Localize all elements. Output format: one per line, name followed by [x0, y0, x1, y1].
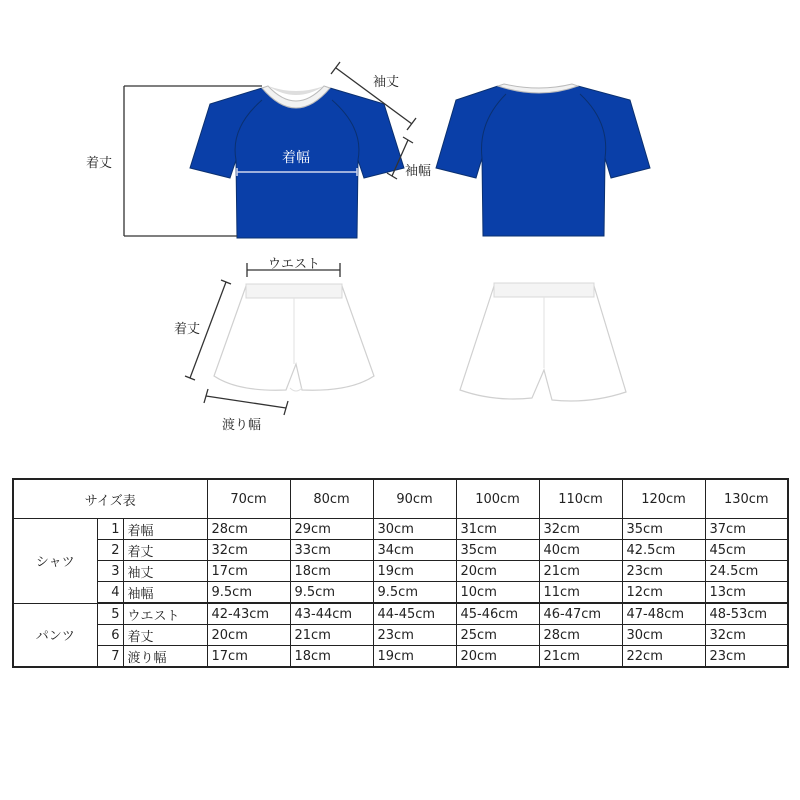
measurement-value: 37cm: [705, 519, 788, 540]
table-row: [13, 540, 788, 561]
table-row: [13, 625, 788, 646]
row-number: 7: [97, 646, 123, 668]
measurement-value: 18cm: [290, 646, 373, 668]
sleeve-length-label: 袖丈: [373, 75, 400, 90]
group-label: パンツ: [13, 603, 97, 667]
pants-length-label: 着丈: [174, 322, 201, 337]
measurement-value: 23cm: [705, 646, 788, 668]
measurement-value: 18cm: [290, 561, 373, 582]
table-row: [13, 603, 788, 625]
measurement-name: 着丈: [123, 540, 207, 561]
measurement-value: 20cm: [456, 561, 539, 582]
row-number: 5: [97, 603, 123, 625]
measurement-value: 42-43cm: [207, 603, 290, 625]
measurement-name: 袖幅: [123, 582, 207, 604]
pants-back-illustration: [460, 283, 626, 401]
measurement-value: 21cm: [539, 646, 622, 668]
shirt-width-label: 着幅: [282, 150, 310, 166]
pants-front-illustration: [214, 284, 374, 391]
measurement-value: 31cm: [456, 519, 539, 540]
measurement-value: 35cm: [456, 540, 539, 561]
row-number: 1: [97, 519, 123, 540]
measurement-value: 21cm: [290, 625, 373, 646]
measurement-value: 40cm: [539, 540, 622, 561]
inseam-width-dimension: [204, 389, 288, 415]
measurement-value: 19cm: [373, 561, 456, 582]
measurement-value: 30cm: [622, 625, 705, 646]
measurement-value: 34cm: [373, 540, 456, 561]
measurement-name: 着幅: [123, 519, 207, 540]
measurement-value: 21cm: [539, 561, 622, 582]
shirt-length-label: 着丈: [86, 156, 113, 171]
table-row: [13, 519, 788, 540]
measurement-value: 20cm: [456, 646, 539, 668]
measurement-value: 17cm: [207, 646, 290, 668]
measurement-value: 13cm: [705, 582, 788, 604]
measurement-value: 29cm: [290, 519, 373, 540]
size-header: 120cm: [622, 479, 705, 519]
size-header-row: [13, 479, 788, 519]
measurement-value: 20cm: [207, 625, 290, 646]
measurement-value: 47-48cm: [622, 603, 705, 625]
measurement-value: 32cm: [539, 519, 622, 540]
table-row: [13, 561, 788, 582]
measurement-value: 43-44cm: [290, 603, 373, 625]
size-header: 80cm: [290, 479, 373, 519]
measurement-value: 19cm: [373, 646, 456, 668]
measurement-value: 44-45cm: [373, 603, 456, 625]
measurement-value: 25cm: [456, 625, 539, 646]
row-number: 4: [97, 582, 123, 604]
measurement-name: 渡り幅: [123, 646, 207, 668]
measurement-value: 45cm: [705, 540, 788, 561]
waist-label: ウエスト: [268, 257, 321, 272]
table-row: [13, 646, 788, 668]
inseam-width-label: 渡り幅: [222, 418, 262, 433]
measurement-value: 46-47cm: [539, 603, 622, 625]
measurement-name: 袖丈: [123, 561, 207, 582]
measurement-value: 11cm: [539, 582, 622, 604]
measurement-value: 32cm: [705, 625, 788, 646]
group-label: シャツ: [13, 519, 97, 604]
sleeve-width-label: 袖幅: [405, 164, 432, 179]
row-number: 2: [97, 540, 123, 561]
size-header: 110cm: [539, 479, 622, 519]
measurement-name: ウエスト: [123, 603, 207, 625]
measurement-value: 28cm: [207, 519, 290, 540]
row-number: 3: [97, 561, 123, 582]
measurement-value: 23cm: [373, 625, 456, 646]
measurement-value: 23cm: [622, 561, 705, 582]
measurement-value: 42.5cm: [622, 540, 705, 561]
measurement-value: 33cm: [290, 540, 373, 561]
measurement-value: 22cm: [622, 646, 705, 668]
measurement-value: 32cm: [207, 540, 290, 561]
size-table: [12, 478, 789, 668]
size-header: 130cm: [705, 479, 788, 519]
measurement-value: 28cm: [539, 625, 622, 646]
table-row: [13, 582, 788, 604]
measurement-value: 48-53cm: [705, 603, 788, 625]
measurement-value: 10cm: [456, 582, 539, 604]
measurement-value: 9.5cm: [373, 582, 456, 604]
size-header: 90cm: [373, 479, 456, 519]
measurement-value: 30cm: [373, 519, 456, 540]
measurement-value: 24.5cm: [705, 561, 788, 582]
measurement-name: 着丈: [123, 625, 207, 646]
row-number: 6: [97, 625, 123, 646]
shirt-back-illustration: [436, 84, 650, 236]
measurement-value: 45-46cm: [456, 603, 539, 625]
table-title: サイズ表: [13, 479, 207, 519]
measurement-value: 9.5cm: [207, 582, 290, 604]
measurement-value: 12cm: [622, 582, 705, 604]
size-header: 100cm: [456, 479, 539, 519]
size-header: 70cm: [207, 479, 290, 519]
measurement-value: 9.5cm: [290, 582, 373, 604]
measurement-value: 17cm: [207, 561, 290, 582]
measurement-value: 35cm: [622, 519, 705, 540]
